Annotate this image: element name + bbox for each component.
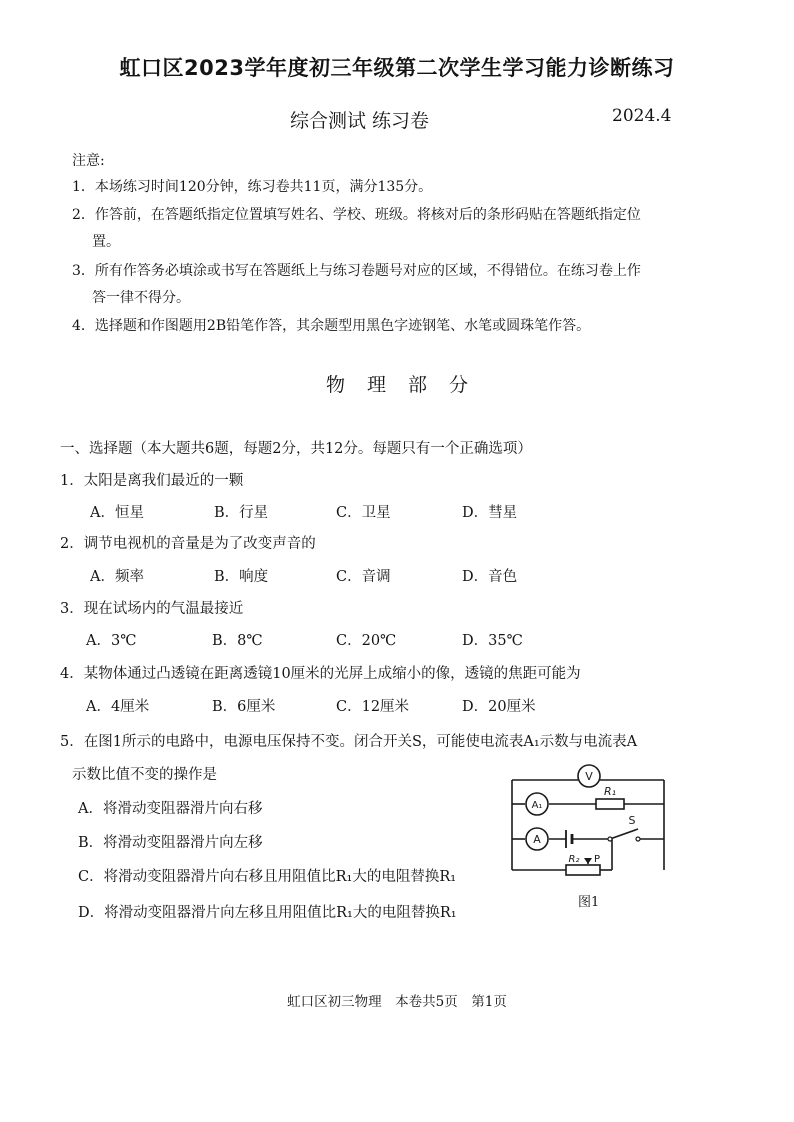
question-3-option-d: D．35℃ [462,633,523,649]
switch-s-label: S [628,814,636,827]
exam-title: 虹口区2023学年度初三年级第二次学生学习能力诊断练习 [119,56,675,80]
rheostat-r2-label: R₂ [568,854,580,865]
question-4-option-b: B．6厘米 [212,699,276,715]
question-4-option-d: D．20厘米 [462,699,536,715]
question-4-option-c: C．12厘米 [336,699,410,715]
question-1-option-c: C．卫星 [336,505,391,521]
question-2-option-c: C．音调 [336,569,391,585]
rheostat-slider-arrow-icon [584,858,592,864]
question-5-stem-cont: 示数比值不变的操作是 [72,767,217,783]
notice-item-4: 4．选择题和作图题用2B铅笔作答，其余题型用黑色字迹钢笔、水笔或圆珠笔作答。 [72,318,591,334]
notice-item-1: 1．本场练习时间120分钟，练习卷共11页，满分135分。 [72,179,433,195]
question-3-option-a: A．3℃ [86,633,137,649]
exam-subtitle: 综合测试 练习卷 [290,110,430,132]
section-title: 物理部分 [325,374,490,396]
question-5-stem: 5．在图1所示的电路中，电源电压保持不变。闭合开关S，可能使电流表A₁示数与电流表A [60,734,638,750]
question-1-option-d: D．彗星 [462,505,518,521]
question-4-option-a: A．4厘米 [86,699,150,715]
question-5-option-d: D．将滑动变阻器滑片向左移且用阻值比R₁大的电阻替换R₁ [78,905,457,921]
notice-item-2-cont: 置。 [92,234,120,250]
question-2-stem: 2．调节电视机的音量是为了改变声音的 [60,536,316,552]
question-5-option-b: B．将滑动变阻器滑片向左移 [78,835,263,851]
page-footer: 虹口区初三物理 本卷共5页 第1页 [287,994,507,1010]
notice-item-3-cont: 答一律不得分。 [92,290,190,306]
question-1-option-a: A．恒星 [90,505,144,521]
switch-s-blade [610,829,638,839]
notice-item-2: 2．作答前，在答题纸指定位置填写姓名、学校、班级。将核对后的条形码贴在答题纸指定位 [72,207,641,223]
rheostat-r2-symbol [566,865,600,875]
circuit-diagram [500,758,680,888]
question-5-option-c: C．将滑动变阻器滑片向右移且用阻值比R₁大的电阻替换R₁ [78,869,457,885]
question-2-option-d: D．音色 [462,569,518,585]
question-1-stem: 1．太阳是离我们最近的一颗 [60,473,244,489]
ammeter-a-label: A [533,833,541,846]
question-2-option-a: A．频率 [90,569,144,585]
voltmeter-label: V [585,770,593,783]
question-4-stem: 4．某物体通过凸透镜在距离透镜10厘米的光屏上成缩小的像，透镜的焦距可能为 [60,666,581,682]
question-3-option-b: B．8℃ [212,633,263,649]
question-3-option-c: C．20℃ [336,633,397,649]
question-5-option-a: A．将滑动变阻器滑片向右移 [78,801,263,817]
ammeter-a1-label: A₁ [531,800,543,811]
part1-heading: 一、选择题（本大题共6题，每题2分，共12分。每题只有一个正确选项） [60,441,532,457]
resistor-r1-symbol [596,799,624,809]
figure-caption: 图1 [578,895,600,910]
question-1-option-b: B．行星 [214,505,269,521]
question-2-option-b: B．响度 [214,569,269,585]
notice-item-3: 3．所有作答务必填涂或书写在答题纸上与练习卷题号对应的区域，不得错位。在练习卷上作 [72,263,641,279]
rheostat-p-label: P [593,854,601,865]
resistor-r1-label: R₁ [603,785,617,798]
question-3-stem: 3．现在试场内的气温最接近 [60,601,244,617]
notice-heading: 注意: [72,153,105,169]
exam-date: 2024.4 [612,106,672,126]
